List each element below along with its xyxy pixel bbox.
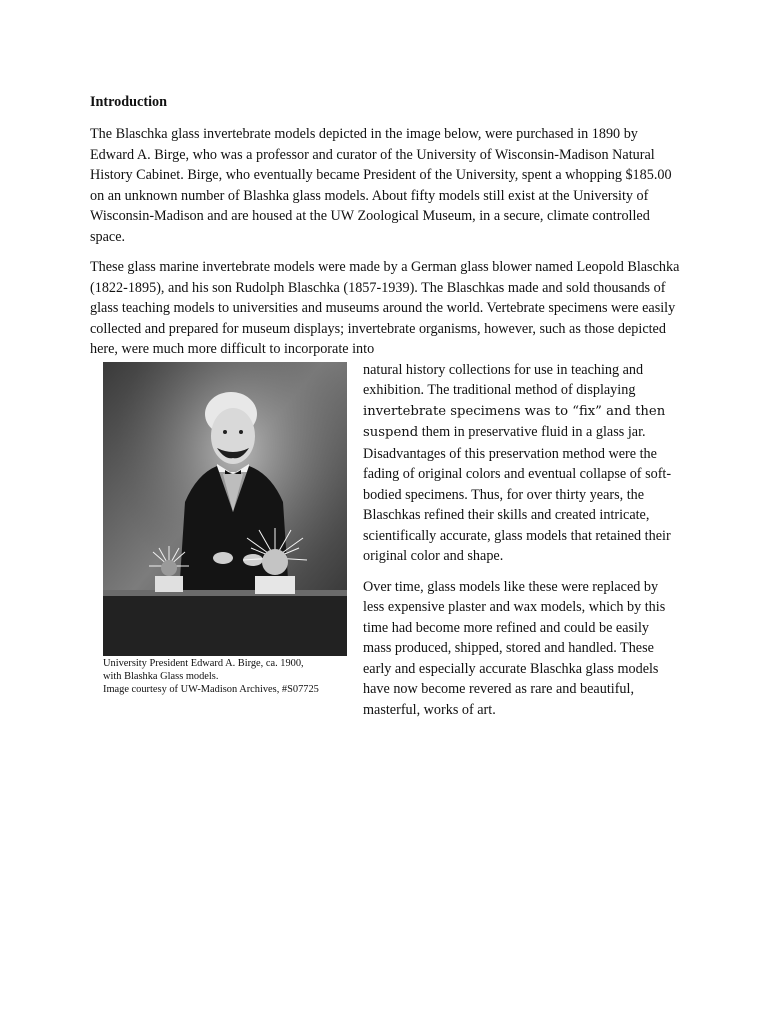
photo-caption — [103, 657, 349, 697]
paragraph-2-intro: These glass marine invertebrate models were made by a German glass blower named Leopold Blaschka (1822-1895), and his son Rudolph Blaschka (1857-1939). The Blaschkas made and sold thousands of glass teaching models to universities and museums around the world. Vertebrate specimens were easily collected and prepared for museum displays; invertebrate organisms, however, such as those depicted here, were much more difficult to incorporate into — [90, 259, 680, 357]
paragraph-2-part-b: invertebrate specimens was to “fix” and then suspend — [363, 403, 666, 440]
paragraph-2-part-a: natural history collections for use in teaching and exhibition. The traditional method of displaying — [363, 361, 644, 398]
caption-line-2: with Blashka Glass models. — [103, 670, 219, 682]
caption-line-3: Image courtesy of UW-Madison Archives, #S07725 — [103, 684, 319, 696]
section-heading: Introduction — [90, 94, 167, 110]
paragraph-2-part-c: them in preservative fluid in a glass jar. Disadvantages of this preservation method were the fading of original colors and eventual collapse of soft-bodied specimens. Thus, for over thirty years, the Blaschkas refined their skills and created intricate, scientifically accurate, glass models that retained their original color and shape. — [363, 424, 672, 564]
caption-line-1: University President Edward A. Birge, ca. 1900, — [103, 657, 304, 669]
historical-photo-figure — [103, 362, 349, 697]
document-page — [90, 92, 680, 730]
paragraph-1: The Blaschka glass invertebrate models depicted in the image below, were purchased in 1890 by Edward A. Birge, who was a professor and curator of the University of Wisconsin-Madison Natural History Cabinet. Birge, who eventually became President of the University, spent a whopping $185.00 on an unknown number of Blashka glass models. About fifty models still exist at the University of Wisconsin-Madison and are housed at the UW Zoological Museum, in a secure, climate controlled space. — [90, 126, 672, 245]
portrait-photo — [103, 362, 347, 656]
paragraph-3: Over time, glass models like these were replaced by less expensive plaster and wax models, which by this time had become more refined and could be easily mass produced, shipped, stored and handled. These early and especially accurate Blaschka glass models have now become revered as rare and beautiful, masterful, works of art. — [363, 578, 666, 718]
